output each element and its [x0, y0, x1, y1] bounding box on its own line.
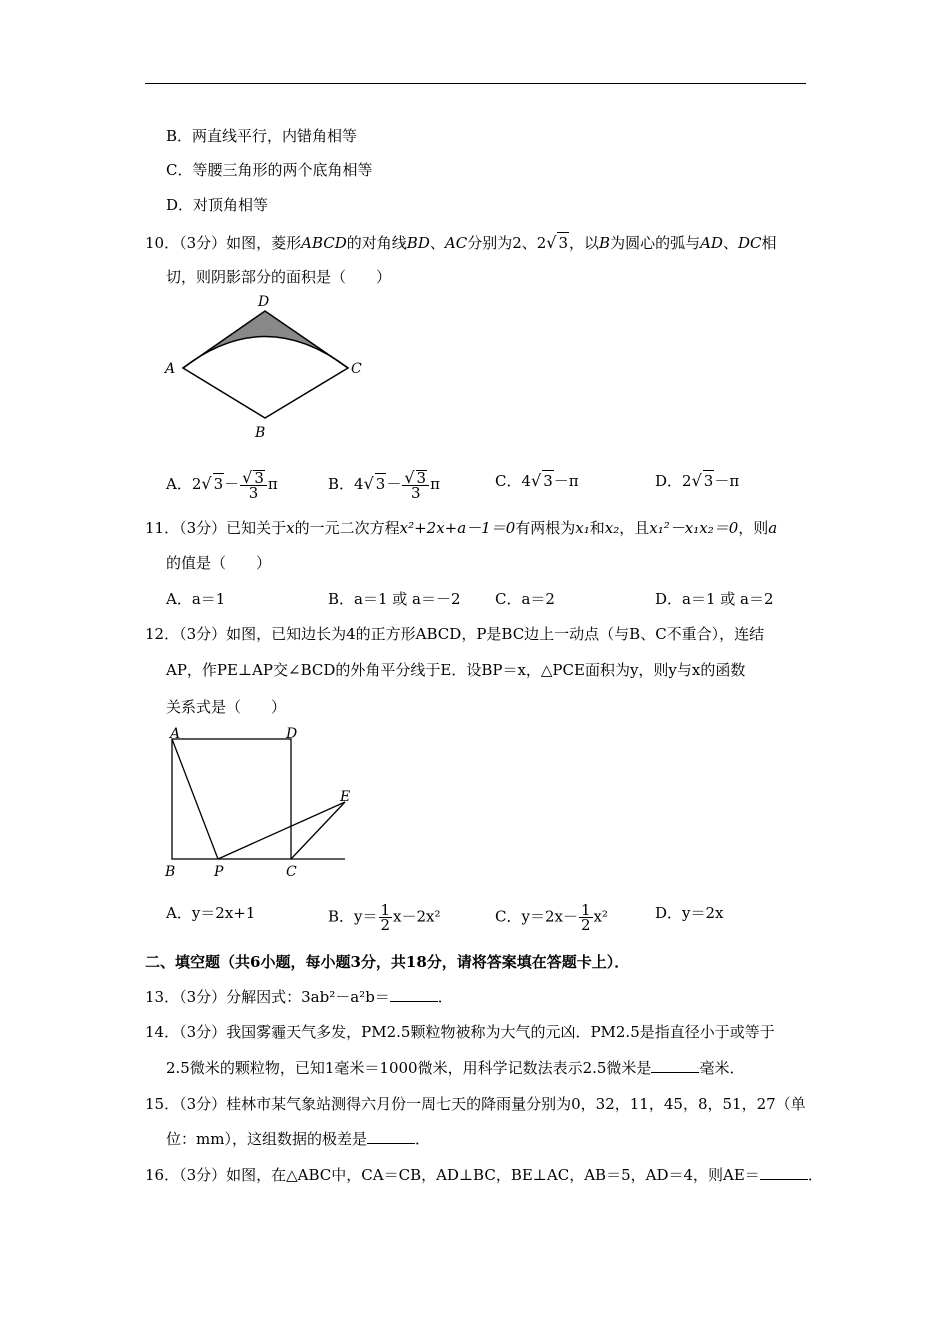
label-c: C [351, 361, 362, 377]
label-p: P [214, 864, 224, 880]
q10-option-b: B．4√ 3－ $\frac{√ 3}{3}$ π [328, 468, 440, 502]
q9-option-b: B．两直线平行，内错角相等 [166, 127, 358, 145]
header-rule [145, 83, 806, 84]
rhombus-figure [160, 292, 370, 442]
label-d: D [258, 294, 270, 310]
q11-option-c: C．a＝2 [495, 590, 555, 608]
segment-ap [172, 739, 218, 859]
square-figure [160, 722, 360, 882]
q12-option-a: A．y＝2x+1 [166, 904, 256, 922]
section-2-heading: 二、填空题（共6小题，每小题3分，共18分，请将答案填在答题卡上）． [145, 953, 630, 971]
q10-stem-line2: 切，则阴影部分的面积是（ ） [166, 268, 392, 286]
q16-answer-blank[interactable] [760, 1165, 808, 1180]
q12-stem-line3: 关系式是（ ） [166, 698, 287, 716]
label-c: C [286, 864, 297, 880]
q12-option-c: C．y＝2x－ $\frac{1}{2}$ x² [495, 901, 608, 934]
q12-option-b: B．y＝ $\frac{1}{2}$ x－2x² [328, 901, 441, 934]
q11-option-a: A．a＝1 [166, 590, 226, 608]
q13-stem: 13．（3分）分解因式：3ab²－a²b＝ ． [145, 988, 453, 1006]
q10-option-c: C．4√ 3－π [495, 471, 579, 490]
label-a: A [170, 726, 181, 742]
q10-option-d: D．2√ 3－π [655, 471, 740, 490]
q11-stem-line2: 的值是（ ） [166, 554, 272, 572]
q12-stem-line1: 12．（3分）如图，已知边长为4的正方形ABCD，P是BC边上一动点（与B、C不重合），连结 [145, 625, 765, 643]
q10-option-a: A．2√ 3－ $\frac{√ 3}{3}$ π [166, 468, 278, 502]
q15-answer-blank[interactable] [367, 1129, 415, 1144]
q9-option-c: C．等腰三角形的两个底角相等 [166, 161, 373, 179]
q11-option-b: B．a＝1 或 a＝－2 [328, 590, 461, 608]
arc [183, 337, 348, 369]
q15-stem-line1: 15．（3分）桂林市某气象站测得六月份一周七天的降雨量分别为0，32，11，45，8，51，27（单 [145, 1095, 806, 1113]
label-e: E [340, 789, 351, 805]
q16-stem: 16．（3分）如图，在△ABC中，CA＝CB，AD⊥BC，BE⊥AC，AB＝5，AD＝4，则AE＝ ． [145, 1166, 823, 1184]
q11-stem-line1: 11．（3分）已知关于x的一元二次方程x²+2x+a－1＝0有两根为x₁和x₂，且x₁²－x₁x₂＝0，则a [145, 519, 778, 537]
q12-stem-line2: AP，作PE⊥AP交∠BCD的外角平分线于E．设BP＝x，△PCE面积为y，则y与x的函数 [166, 661, 746, 679]
segment-ce [291, 802, 345, 859]
q14-stem-line1: 14．（3分）我国雾霾天气多发，PM2.5颗粒物被称为大气的元凶．PM2.5是指直径小于或等于 [145, 1023, 775, 1041]
shaded-region [183, 311, 348, 368]
square-abcd [172, 739, 291, 859]
q14-answer-blank[interactable] [651, 1058, 699, 1073]
label-b: B [165, 864, 176, 880]
q15-stem-line2: 位：mm），这组数据的极差是 ． [166, 1130, 430, 1148]
label-a: A [165, 361, 176, 377]
q9-option-d: D．对顶角相等 [166, 196, 269, 214]
label-d: D [286, 726, 298, 742]
q14-stem-line2: 2.5微米的颗粒物，已知1毫米＝1000微米，用科学记数法表示2.5微米是 毫米． [166, 1059, 745, 1077]
q10-stem-line1: 10．（3分）如图，菱形ABCD的对角线BD、AC分别为2、2√ 3，以B为圆心的弧与AD、DC相 [145, 233, 777, 252]
q13-answer-blank[interactable] [390, 987, 438, 1002]
segment-pe [218, 802, 345, 859]
q11-option-d: D．a＝1 或 a＝2 [655, 590, 774, 608]
q12-option-d: D．y＝2x [655, 904, 724, 922]
label-b: B [255, 425, 266, 441]
